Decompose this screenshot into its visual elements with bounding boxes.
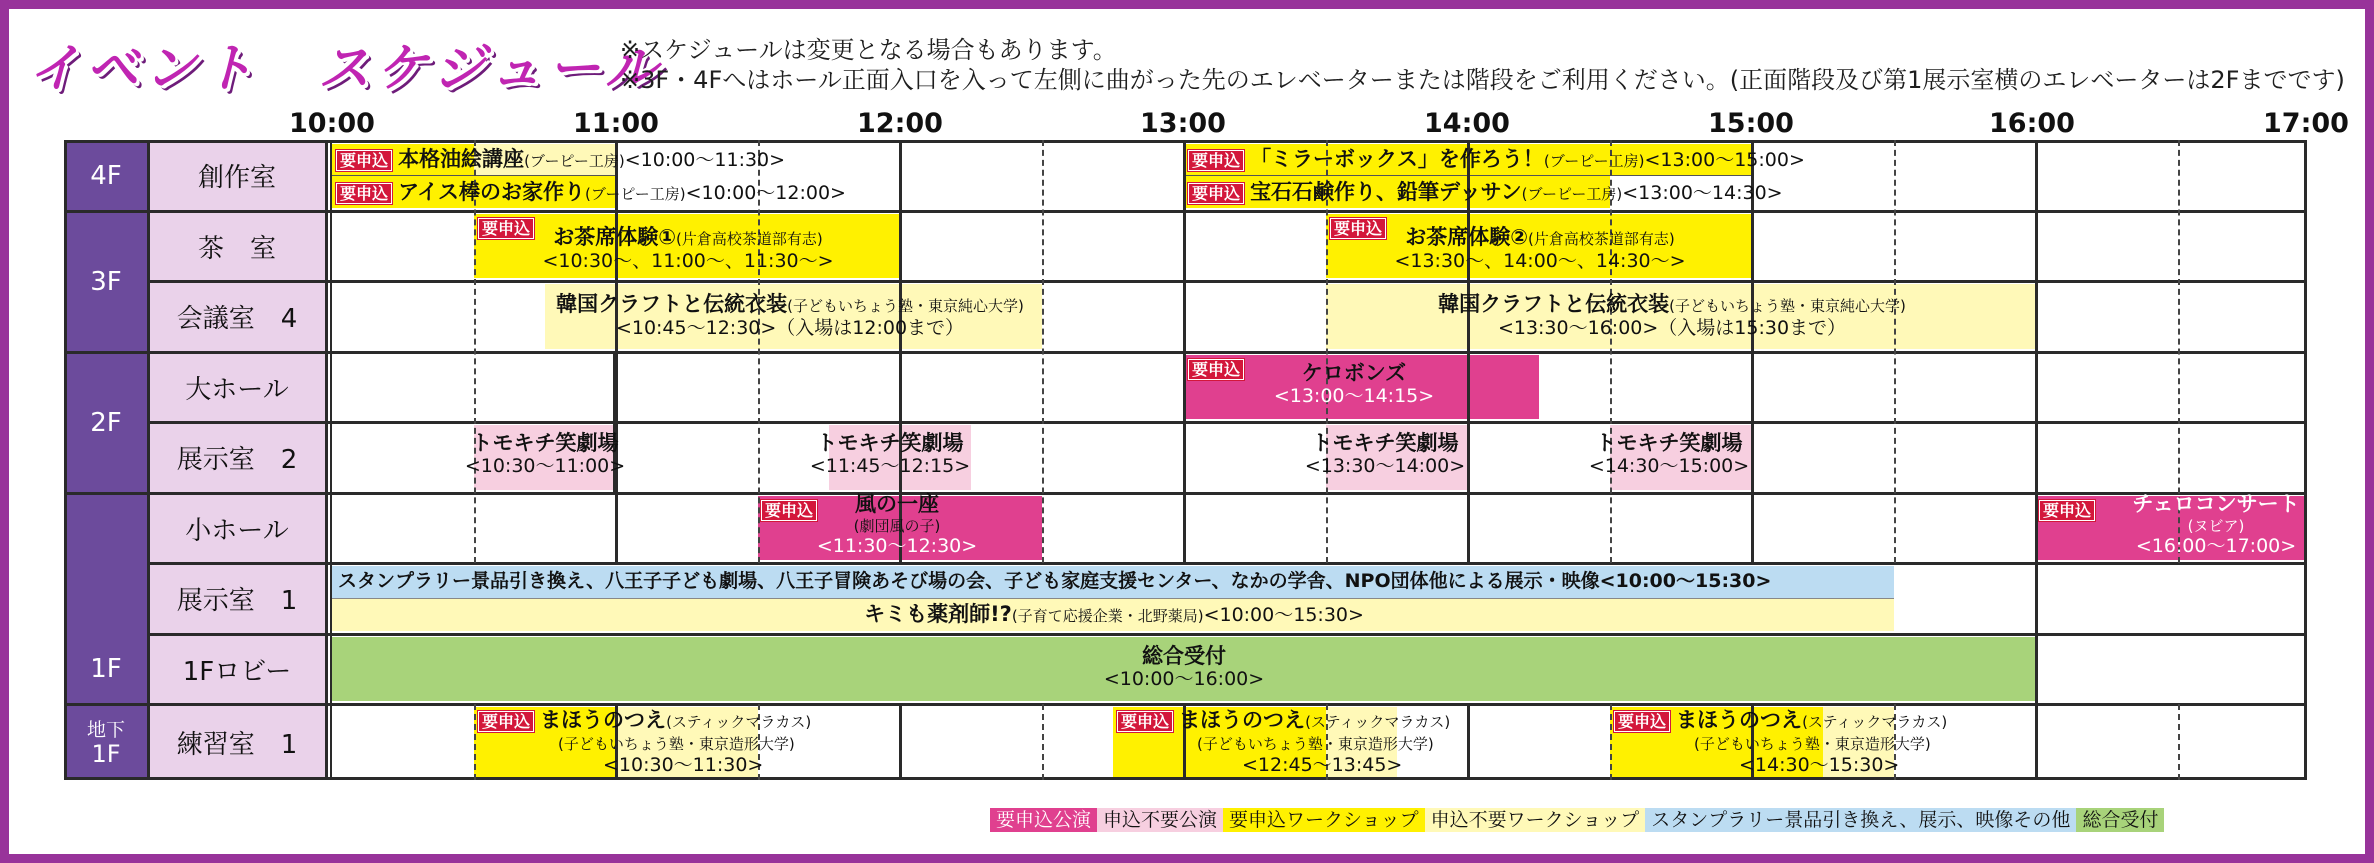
grid-line (1894, 140, 1896, 563)
tag-required-label: 要申込 (1188, 359, 1244, 380)
time-label: 13:00 (1140, 108, 1226, 139)
grid-line (2304, 140, 2307, 780)
time-label: 16:00 (1989, 108, 2075, 139)
legend (990, 808, 2164, 832)
event-name: 宝石石鹸作り、鉛筆デッサン (1250, 180, 1522, 204)
floor-b1-label-top: 地下 (86, 719, 125, 741)
event-time: <10:00〜16:00> (1103, 668, 1265, 690)
room-daihall: 大ホール (148, 352, 326, 422)
event-name: まほうのつえ (1179, 708, 1306, 732)
tag-required-label: 要申込 (2039, 500, 2095, 521)
event-kaze (817, 494, 977, 556)
tag-required (478, 217, 534, 239)
grid-line (1042, 140, 1044, 563)
time-label: 17:00 (2263, 108, 2349, 139)
legend-item: 要申込ワークショップ (1223, 808, 1425, 832)
event-mirror (1188, 148, 1805, 172)
event-org2: (子どもいちょう塾・東京造形大学) (1694, 735, 1931, 753)
room-tenji1: 展示室 1 (148, 563, 326, 634)
event-korea2 (1438, 293, 1906, 339)
event-name: お茶席体験① (553, 225, 677, 249)
event-name: トモキチ笑劇場 (471, 431, 619, 455)
tag-required-label: 要申込 (1330, 218, 1386, 239)
event-org: (スティックマラカス) (666, 713, 812, 731)
event-org: (片倉高校茶道部有志) (676, 230, 823, 248)
floor-3f: 3F (64, 211, 148, 352)
event-ice (336, 181, 846, 205)
event-time: <10:45〜12:30>（入場は12:00まで） (615, 317, 965, 339)
legend-item: 申込不要公演 (1097, 808, 1223, 832)
event-oil (336, 148, 785, 172)
event-cello (2132, 494, 2299, 556)
floor-4f: 4F (64, 140, 148, 211)
event-time: <13:30〜、14:00〜、14:30〜> (1394, 250, 1686, 272)
legend-item: 要申込公演 (990, 808, 1097, 832)
room-sousaku: 創作室 (148, 140, 326, 211)
tag-required (1330, 217, 1386, 239)
event-time: <13:00〜14:30> (1622, 182, 1783, 204)
grid-line (325, 140, 328, 780)
room-shohall: 小ホール (148, 493, 326, 563)
event-name: キミも薬剤師!? (864, 602, 1012, 626)
grid-line (2178, 704, 2180, 780)
tag-required: 要申込 (336, 150, 392, 171)
event-name: アイス棒のお家作り (398, 180, 585, 204)
legend-item: 申込不要ワークショップ (1425, 808, 1646, 832)
event-org: (ヌビア) (2187, 517, 2245, 535)
event-name: 風の一座 (854, 492, 939, 516)
event-name: 韓国クラフトと伝統衣装 (556, 292, 788, 316)
event-tomo3 (1305, 432, 1465, 477)
event-org: (劇団風の子) (853, 517, 941, 535)
event-korea1 (556, 293, 1024, 339)
event-time: <13:30〜16:00>（入場は15:30まで） (1497, 317, 1847, 339)
grid-line (1183, 140, 1186, 563)
tag-required-label: 要申込 (761, 500, 817, 521)
room-kaigi: 会議室 4 (148, 281, 326, 352)
floor-2f: 2F (64, 352, 148, 493)
event-time: <10:00〜15:30> (1203, 604, 1364, 626)
event-org: (子どもいちょう塾・東京純心大学) (1669, 297, 1906, 315)
event-name: 本格油絵講座 (398, 147, 525, 171)
event-time: <11:45〜12:15> (809, 455, 971, 477)
event-org2: (子どもいちょう塾・東京造形大学) (558, 735, 795, 753)
event-name: まほうのつえ (1676, 708, 1803, 732)
event-time: <10:30〜11:30> (603, 754, 764, 776)
event-uketsuke (1104, 645, 1264, 690)
event-kero (1274, 362, 1434, 407)
floor-b1-label-bottom: 1F (91, 740, 121, 768)
event-org: (スティックマラカス) (1802, 713, 1948, 731)
event-time: <10:30〜、11:00〜、11:30〜> (542, 250, 834, 272)
schedule-grid (64, 140, 2307, 780)
legend-item: 総合受付 (2076, 808, 2164, 832)
event-maho2 (1117, 710, 1450, 776)
event-time: <13:00〜14:15> (1273, 385, 1435, 407)
grid-line (148, 280, 2307, 283)
grid-line (148, 633, 2307, 636)
room-lobby: 1Fロビー (148, 634, 326, 704)
event-org: (子育て応援企業・北野薬局) (1011, 607, 1204, 625)
event-time: <10:00〜11:30> (624, 149, 786, 171)
legend-item: スタンプラリー景品引き換え、展示、映像その他 (1645, 808, 2076, 832)
event-name: 韓国クラフトと伝統衣装 (1438, 292, 1670, 316)
tag-required (1188, 358, 1244, 380)
event-stamp (338, 570, 1771, 592)
event-time: <13:30〜14:00> (1304, 455, 1466, 477)
event-name: ケロボンズ (1301, 361, 1407, 385)
grid-line (2035, 140, 2038, 780)
event-time: <12:45〜13:45> (1242, 754, 1403, 776)
time-label: 11:00 (573, 108, 659, 139)
page-title: イベント スケジュール (28, 39, 663, 99)
grid-line (1467, 704, 1470, 780)
tag-required: 要申込 (1117, 711, 1173, 732)
floor-1f: 1F (64, 493, 148, 704)
event-name: チェロコンサート (2132, 492, 2300, 516)
event-tea1 (542, 226, 833, 272)
tag-required: 要申込 (1188, 150, 1244, 171)
time-label: 14:00 (1424, 108, 1510, 139)
grid-line (147, 140, 150, 780)
grid-line (1610, 704, 1612, 780)
event-time: <14:30〜15:30> (1739, 754, 1900, 776)
event-tea2 (1394, 226, 1685, 272)
grid-line (332, 598, 1894, 599)
event-org: (片倉高校茶道部有志) (1528, 230, 1675, 248)
time-label: 15:00 (1708, 108, 1794, 139)
tag-required-label: 要申込 (478, 218, 534, 239)
grid-line (1042, 704, 1044, 780)
tag-required: 要申込 (1188, 183, 1244, 204)
event-org: (ブーピー工房) (524, 152, 625, 170)
event-time: <10:00〜12:00> (685, 182, 846, 204)
time-label: 12:00 (857, 108, 943, 139)
room-chashitsu: 茶 室 (148, 211, 326, 281)
event-name: まほうのつえ (540, 708, 667, 732)
event-name: お茶席体験② (1405, 225, 1529, 249)
event-tomo2 (810, 432, 970, 477)
event-org: (ブーピー工房) (584, 185, 686, 203)
event-org: (ブーピー工房) (1543, 152, 1645, 170)
event-org: (スティックマラカス) (1305, 713, 1451, 731)
grid-line (330, 140, 332, 780)
event-tomo4 (1589, 432, 1749, 477)
grid-line (899, 704, 902, 780)
event-org: (子どもいちょう塾・東京純心大学) (787, 297, 1024, 315)
room-renshu: 練習室 1 (148, 704, 326, 780)
tag-required: 要申込 (336, 183, 392, 204)
event-maho1 (478, 710, 811, 776)
event-org2: (子どもいちょう塾・東京造形大学) (1197, 735, 1434, 753)
event-time: <13:00〜15:00> (1644, 149, 1805, 171)
event-time: <10:30〜11:00> (464, 455, 626, 477)
event-time: <11:30〜12:30> (816, 535, 978, 557)
event-name: トモキチ笑劇場 (1311, 431, 1459, 455)
event-time: <16:00〜17:00> (2135, 535, 2297, 557)
event-tomo1 (465, 432, 625, 477)
event-maho3 (1614, 710, 1947, 776)
event-name: 「ミラーボックス」を作ろう！ (1250, 147, 1544, 171)
event-kimi (864, 603, 1364, 627)
tag-required: 要申込 (1614, 711, 1670, 732)
grid-line (474, 704, 476, 780)
grid-line (64, 140, 67, 780)
tag-required: 要申込 (478, 711, 534, 732)
event-time: <14:30〜15:00> (1588, 455, 1750, 477)
tag-required (2039, 499, 2095, 521)
event-name: トモキチ笑劇場 (1595, 431, 1743, 455)
tag-required (761, 499, 817, 521)
room-tenji2: 展示室 2 (148, 422, 326, 493)
event-gem (1188, 181, 1783, 205)
event-name: トモキチ笑劇場 (816, 431, 964, 455)
event-org: (ブーピー工房) (1521, 185, 1623, 203)
grid-line (148, 421, 2307, 424)
note-schedule-change: ※スケジュールは変更となる場合もあります。 (620, 36, 1117, 64)
time-label: 10:00 (289, 108, 375, 139)
note-elevator: ※3F・4Fへはホール正面入口を入って左側に曲がった先のエレベーターまたは階段をご利用ください。(正面階段及び第1展示室横のエレベーターは2Fまでです) (620, 66, 2345, 94)
event-name: 総合受付 (1141, 644, 1226, 668)
floor-b1 (64, 704, 148, 780)
event-name: スタンプラリー景品引き換え、八王子子ども劇場、八王子冒険あそび場の会、子ども家庭支援センター、なかの学舎、NPO団体他による展示・映像<10:00〜15:30> (338, 570, 1772, 592)
grid-line (148, 562, 2307, 565)
